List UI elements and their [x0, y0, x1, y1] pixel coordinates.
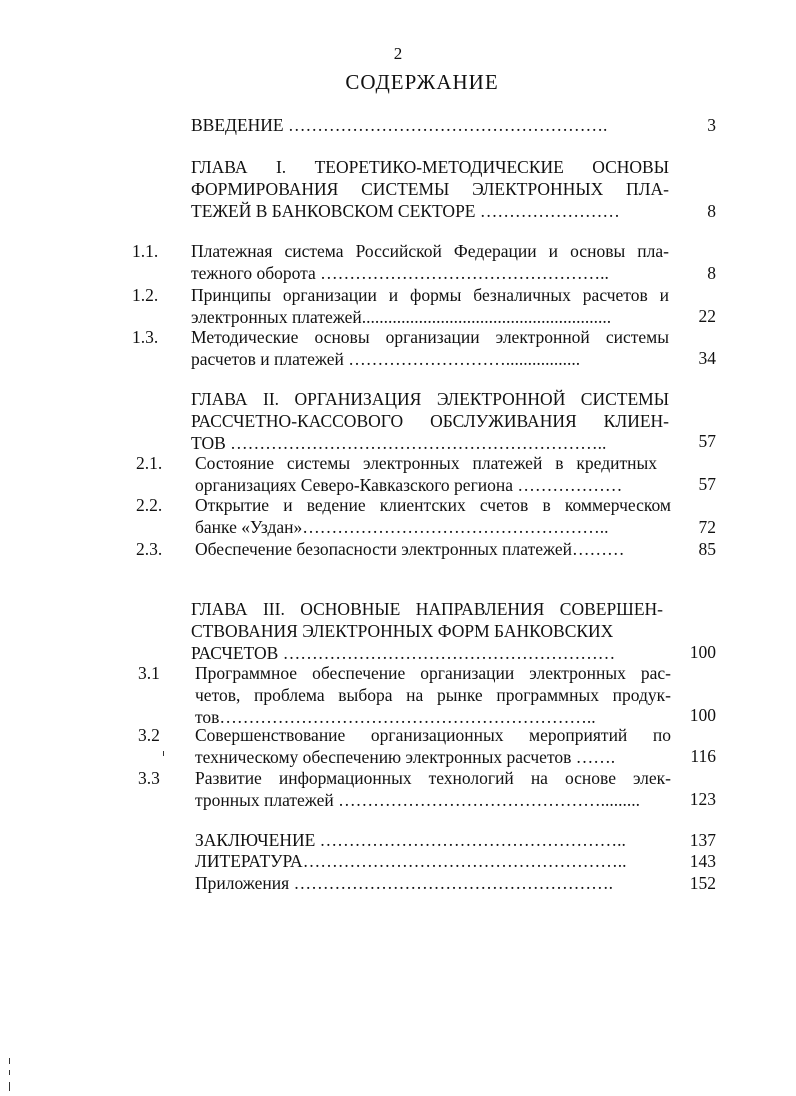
- toc-entry-text: Приложения ……………………………………………….: [195, 873, 613, 893]
- scan-mark: [163, 751, 164, 756]
- toc-page-3-3: 123: [689, 789, 716, 809]
- toc-section-2-3: [195, 538, 671, 560]
- section-number: 3.1: [138, 663, 160, 683]
- toc-page-chapter-1: 8: [707, 201, 716, 221]
- chapter-line: РАССЧЕТНО-КАССОВОГО ОБСЛУЖИВАНИЯ КЛИЕН-: [191, 411, 669, 431]
- section-number: 1.3.: [132, 327, 159, 347]
- section-line: расчетов и платежей ……………………….................: [191, 349, 581, 369]
- section-number: 1.2.: [132, 285, 159, 305]
- toc-section-1-3: [191, 326, 669, 370]
- toc-page-intro: 3: [707, 115, 716, 135]
- section-line: организациях Северо-Кавказского региона ………………: [195, 475, 623, 495]
- toc-entry-text: ЗАКЛЮЧЕНИЕ ……………………………………………..: [195, 830, 626, 850]
- scan-mark: [9, 1082, 10, 1091]
- toc-page-appendix: 152: [689, 873, 716, 893]
- chapter-line: ТЕЖЕЙ В БАНКОВСКОМ СЕКТОРЕ ……………………: [191, 201, 620, 221]
- toc-page-chapter-2: 57: [698, 431, 716, 451]
- page-number: 2: [393, 44, 403, 63]
- toc-page-1-1: 8: [707, 263, 716, 283]
- scan-mark: [9, 1058, 10, 1064]
- toc-chapter-2: [191, 388, 669, 454]
- section-line: электронных платежей.........................................................: [191, 307, 612, 327]
- section-line: тежного оборота …………………………………………..: [191, 263, 609, 283]
- toc-section-1-2: [191, 284, 669, 328]
- section-line: Совершенствование организационных мероприятий по: [195, 725, 671, 745]
- toc-section-3-2: [195, 724, 671, 768]
- toc-page-1-3: 34: [698, 348, 716, 368]
- toc-page-3-1: 100: [689, 705, 716, 725]
- chapter-line: ГЛАВА III. ОСНОВНЫЕ НАПРАВЛЕНИЯ СОВЕРШЕН-: [191, 599, 663, 619]
- toc-section-2-2: [195, 494, 671, 538]
- toc-page-1-2: 22: [698, 306, 716, 326]
- section-line: Развитие информационных технологий на основе элек-: [195, 768, 671, 788]
- section-line: банке «Уздан»……………………………………………..: [195, 517, 609, 537]
- section-line: Программное обеспечение организации электронных рас-: [195, 663, 671, 683]
- section-number: 2.2.: [136, 495, 163, 515]
- toc-entry-intro: [191, 114, 661, 136]
- toc-page-conclusion: 137: [689, 830, 716, 850]
- toc-entry-appendix: [195, 872, 665, 894]
- section-line: Обеспечение безопасности электронных платежей………: [195, 539, 625, 559]
- toc-section-2-1: [195, 452, 657, 496]
- section-line: Состояние системы электронных платежей в кредитных: [195, 453, 657, 473]
- toc-page-literature: 143: [689, 851, 716, 871]
- toc-entry-text: ЛИТЕРАТУРА………………………………………………..: [195, 851, 627, 871]
- toc-section-3-1: [195, 662, 671, 728]
- toc-entry-literature: [195, 850, 665, 872]
- toc-page-3-2: 116: [690, 746, 716, 766]
- toc-page-2-2: 72: [698, 517, 716, 537]
- section-number: 1.1.: [132, 241, 159, 261]
- section-number: 2.1.: [136, 453, 163, 473]
- section-line: Платежная система Российской Федерации и основы пла-: [191, 241, 669, 261]
- section-number: 2.3.: [136, 539, 163, 559]
- section-line: Принципы организации и формы безналичных расчетов и: [191, 285, 669, 305]
- section-line: Открытие и ведение клиентских счетов в коммерческом: [195, 495, 671, 515]
- chapter-line: ГЛАВА II. ОРГАНИЗАЦИЯ ЭЛЕКТРОННОЙ СИСТЕМЫ: [191, 389, 669, 409]
- chapter-line: ГЛАВА I. ТЕОРЕТИКО-МЕТОДИЧЕСКИЕ ОСНОВЫ: [191, 157, 669, 177]
- toc-chapter-1: [191, 156, 669, 222]
- toc-entry-conclusion: [195, 829, 665, 851]
- toc-entry-text: ВВЕДЕНИЕ ……………………………………………….: [191, 115, 608, 135]
- chapter-line: СТВОВАНИЯ ЭЛЕКТРОННЫХ ФОРМ БАНКОВСКИХ: [191, 621, 614, 641]
- section-line: тов………………………………………………………..: [195, 707, 596, 727]
- toc-chapter-3: [191, 598, 663, 664]
- section-line: тронных платежей ……………………………………….........: [195, 790, 641, 810]
- toc-section-1-1: [191, 240, 669, 284]
- chapter-line: ТОВ ………………………………………………………..: [191, 433, 607, 453]
- scan-mark: [9, 1070, 10, 1075]
- section-number: 3.3: [138, 768, 160, 788]
- toc-section-3-3: [195, 767, 671, 811]
- chapter-line: ФОРМИРОВАНИЯ СИСТЕМЫ ЭЛЕКТРОННЫХ ПЛА-: [191, 179, 669, 199]
- section-number: 3.2: [138, 725, 160, 745]
- toc-page-chapter-3: 100: [689, 642, 716, 662]
- toc-page-2-1: 57: [698, 474, 716, 494]
- page-title: СОДЕРЖАНИЕ: [345, 70, 499, 94]
- toc-page-2-3: 85: [698, 539, 716, 559]
- section-line: техническому обеспечению электронных расчетов …….: [195, 747, 616, 767]
- section-line: четов, проблема выбора на рынке программных продук-: [195, 685, 671, 705]
- section-line: Методические основы организации электронной системы: [191, 327, 669, 347]
- chapter-line: РАСЧЕТОВ …………………………………………………: [191, 643, 616, 663]
